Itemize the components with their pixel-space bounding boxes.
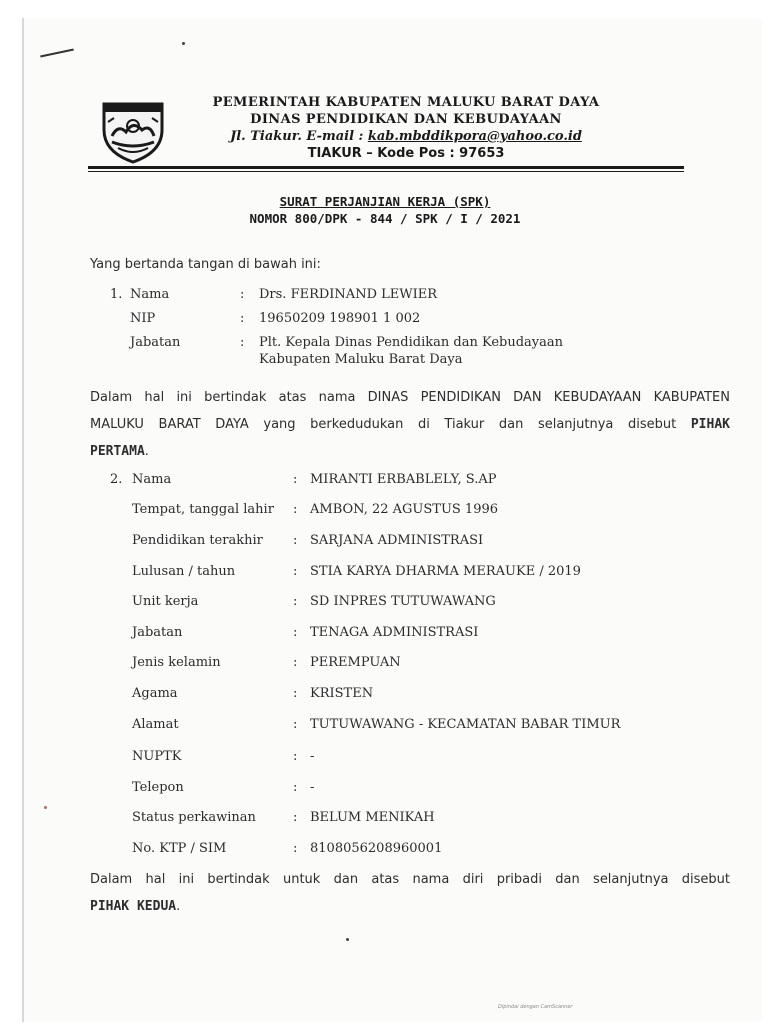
field-value: TUTUWAWANG - KECAMATAN BABAR TIMUR (310, 717, 621, 732)
field-label: No. KTP / SIM (132, 841, 227, 856)
field-value: SD INPRES TUTUWAWANG (310, 594, 496, 609)
letterhead-address (176, 128, 636, 145)
statement-line (90, 438, 730, 465)
field-colon: : (240, 311, 245, 326)
period: . (144, 444, 149, 459)
field-colon: : (293, 841, 298, 856)
regency-emblem-logo (96, 96, 170, 164)
field-colon: : (240, 335, 245, 350)
field-value: KRISTEN (310, 686, 374, 701)
letterhead-postal: TIAKUR – Kode Pos : 97653 (307, 146, 505, 161)
speck (182, 42, 185, 45)
field-colon: : (293, 533, 298, 548)
field-colon: : (293, 749, 298, 764)
field-label: Nama (130, 287, 170, 302)
party-two-statement (90, 866, 730, 920)
speck (44, 806, 47, 809)
field-colon: : (293, 564, 298, 579)
document-title (150, 193, 620, 227)
field-colon: : (293, 655, 298, 670)
field-label: Telepon (132, 780, 184, 795)
field-label: Status perkawinan (132, 810, 256, 825)
field-colon: : (293, 810, 298, 825)
scanner-watermark: Dipindai dengan CamScanner (498, 1004, 573, 1010)
statement-text: MALUKU BARAT DAYA yang berkedudukan di Tiakur dan selanjutnya disebut (90, 417, 677, 432)
intro-text: Yang bertanda tangan di bawah ini: (90, 257, 321, 272)
letterhead (176, 94, 636, 162)
field-value: MIRANTI ERBABLELY, S.AP (310, 472, 497, 487)
field-value: STIA KARYA DHARMA MERAUKE / 2019 (310, 564, 581, 579)
letterhead-rule (88, 166, 684, 169)
item-number: 1. (110, 287, 123, 302)
field-label: Unit kerja (132, 594, 199, 609)
field-colon: : (293, 717, 298, 732)
field-label: NIP (130, 311, 156, 326)
field-label: Agama (132, 686, 178, 701)
statement-line: Dalam hal ini bertindak atas nama DINAS PENDIDIKAN DAN KEBUDAYAAN KABUPATEN (90, 390, 730, 405)
field-value: BELUM MENIKAH (310, 810, 435, 825)
statement-line (90, 411, 730, 438)
field-label: Jabatan (132, 625, 183, 640)
field-label: Nama (132, 472, 172, 487)
field-value: PEREMPUAN (310, 655, 401, 670)
letterhead-government: PEMERINTAH KABUPATEN MALUKU BARAT DAYA (212, 95, 600, 110)
field-colon: : (293, 594, 298, 609)
field-value: 8108056208960001 (310, 841, 443, 856)
field-colon: : (293, 625, 298, 640)
title-heading: SURAT PERJANJIAN KERJA (SPK) (279, 194, 491, 209)
field-label: Pendidikan terakhir (132, 533, 263, 548)
field-label: Jabatan (130, 335, 181, 350)
address-prefix: Jl. Tiakur. E-mail : (230, 129, 368, 144)
field-colon: : (293, 780, 298, 795)
field-value: 19650209 198901 1 002 (259, 311, 421, 326)
field-value: - (310, 780, 315, 795)
field-value-continued: Kabupaten Maluku Barat Daya (259, 352, 463, 367)
speck (346, 938, 349, 941)
field-colon: : (240, 287, 245, 302)
field-label: Lulusan / tahun (132, 564, 236, 579)
party-one-statement (90, 384, 730, 465)
field-label: NUPTK (132, 749, 182, 764)
letterhead-office: DINAS PENDIDIKAN DAN KEBUDAYAAN (250, 112, 562, 127)
field-label: Alamat (132, 717, 179, 732)
field-value: AMBON, 22 AGUSTUS 1996 (310, 502, 499, 517)
period: . (176, 899, 181, 914)
statement-line: Dalam hal ini bertindak untuk dan atas nama diri pribadi dan selanjutnya disebut (90, 872, 730, 887)
title-number: NOMOR 800/DPK - 844 / SPK / I / 2021 (249, 211, 521, 226)
field-value: TENAGA ADMINISTRASI (310, 625, 479, 640)
field-colon: : (293, 472, 298, 487)
pihak-label: PIHAK (690, 417, 730, 432)
field-value: Plt. Kepala Dinas Pendidikan dan Kebudayaan (259, 335, 564, 350)
field-value: SARJANA ADMINISTRASI (310, 533, 484, 548)
field-label: Tempat, tanggal lahir (132, 502, 274, 517)
letterhead-rule-thin (88, 171, 684, 172)
field-colon: : (293, 502, 298, 517)
field-value: Drs. FERDINAND LEWIER (259, 287, 438, 302)
field-value: - (310, 749, 315, 764)
field-label: Jenis kelamin (132, 655, 221, 670)
email-address: kab.mbddikpora@yahoo.co.id (367, 129, 582, 144)
statement-line (90, 893, 730, 920)
field-colon: : (293, 686, 298, 701)
item-number: 2. (110, 472, 123, 487)
pihak-kedua-label: PIHAK KEDUA (90, 899, 177, 914)
pertama-label: PERTAMA (90, 444, 145, 459)
